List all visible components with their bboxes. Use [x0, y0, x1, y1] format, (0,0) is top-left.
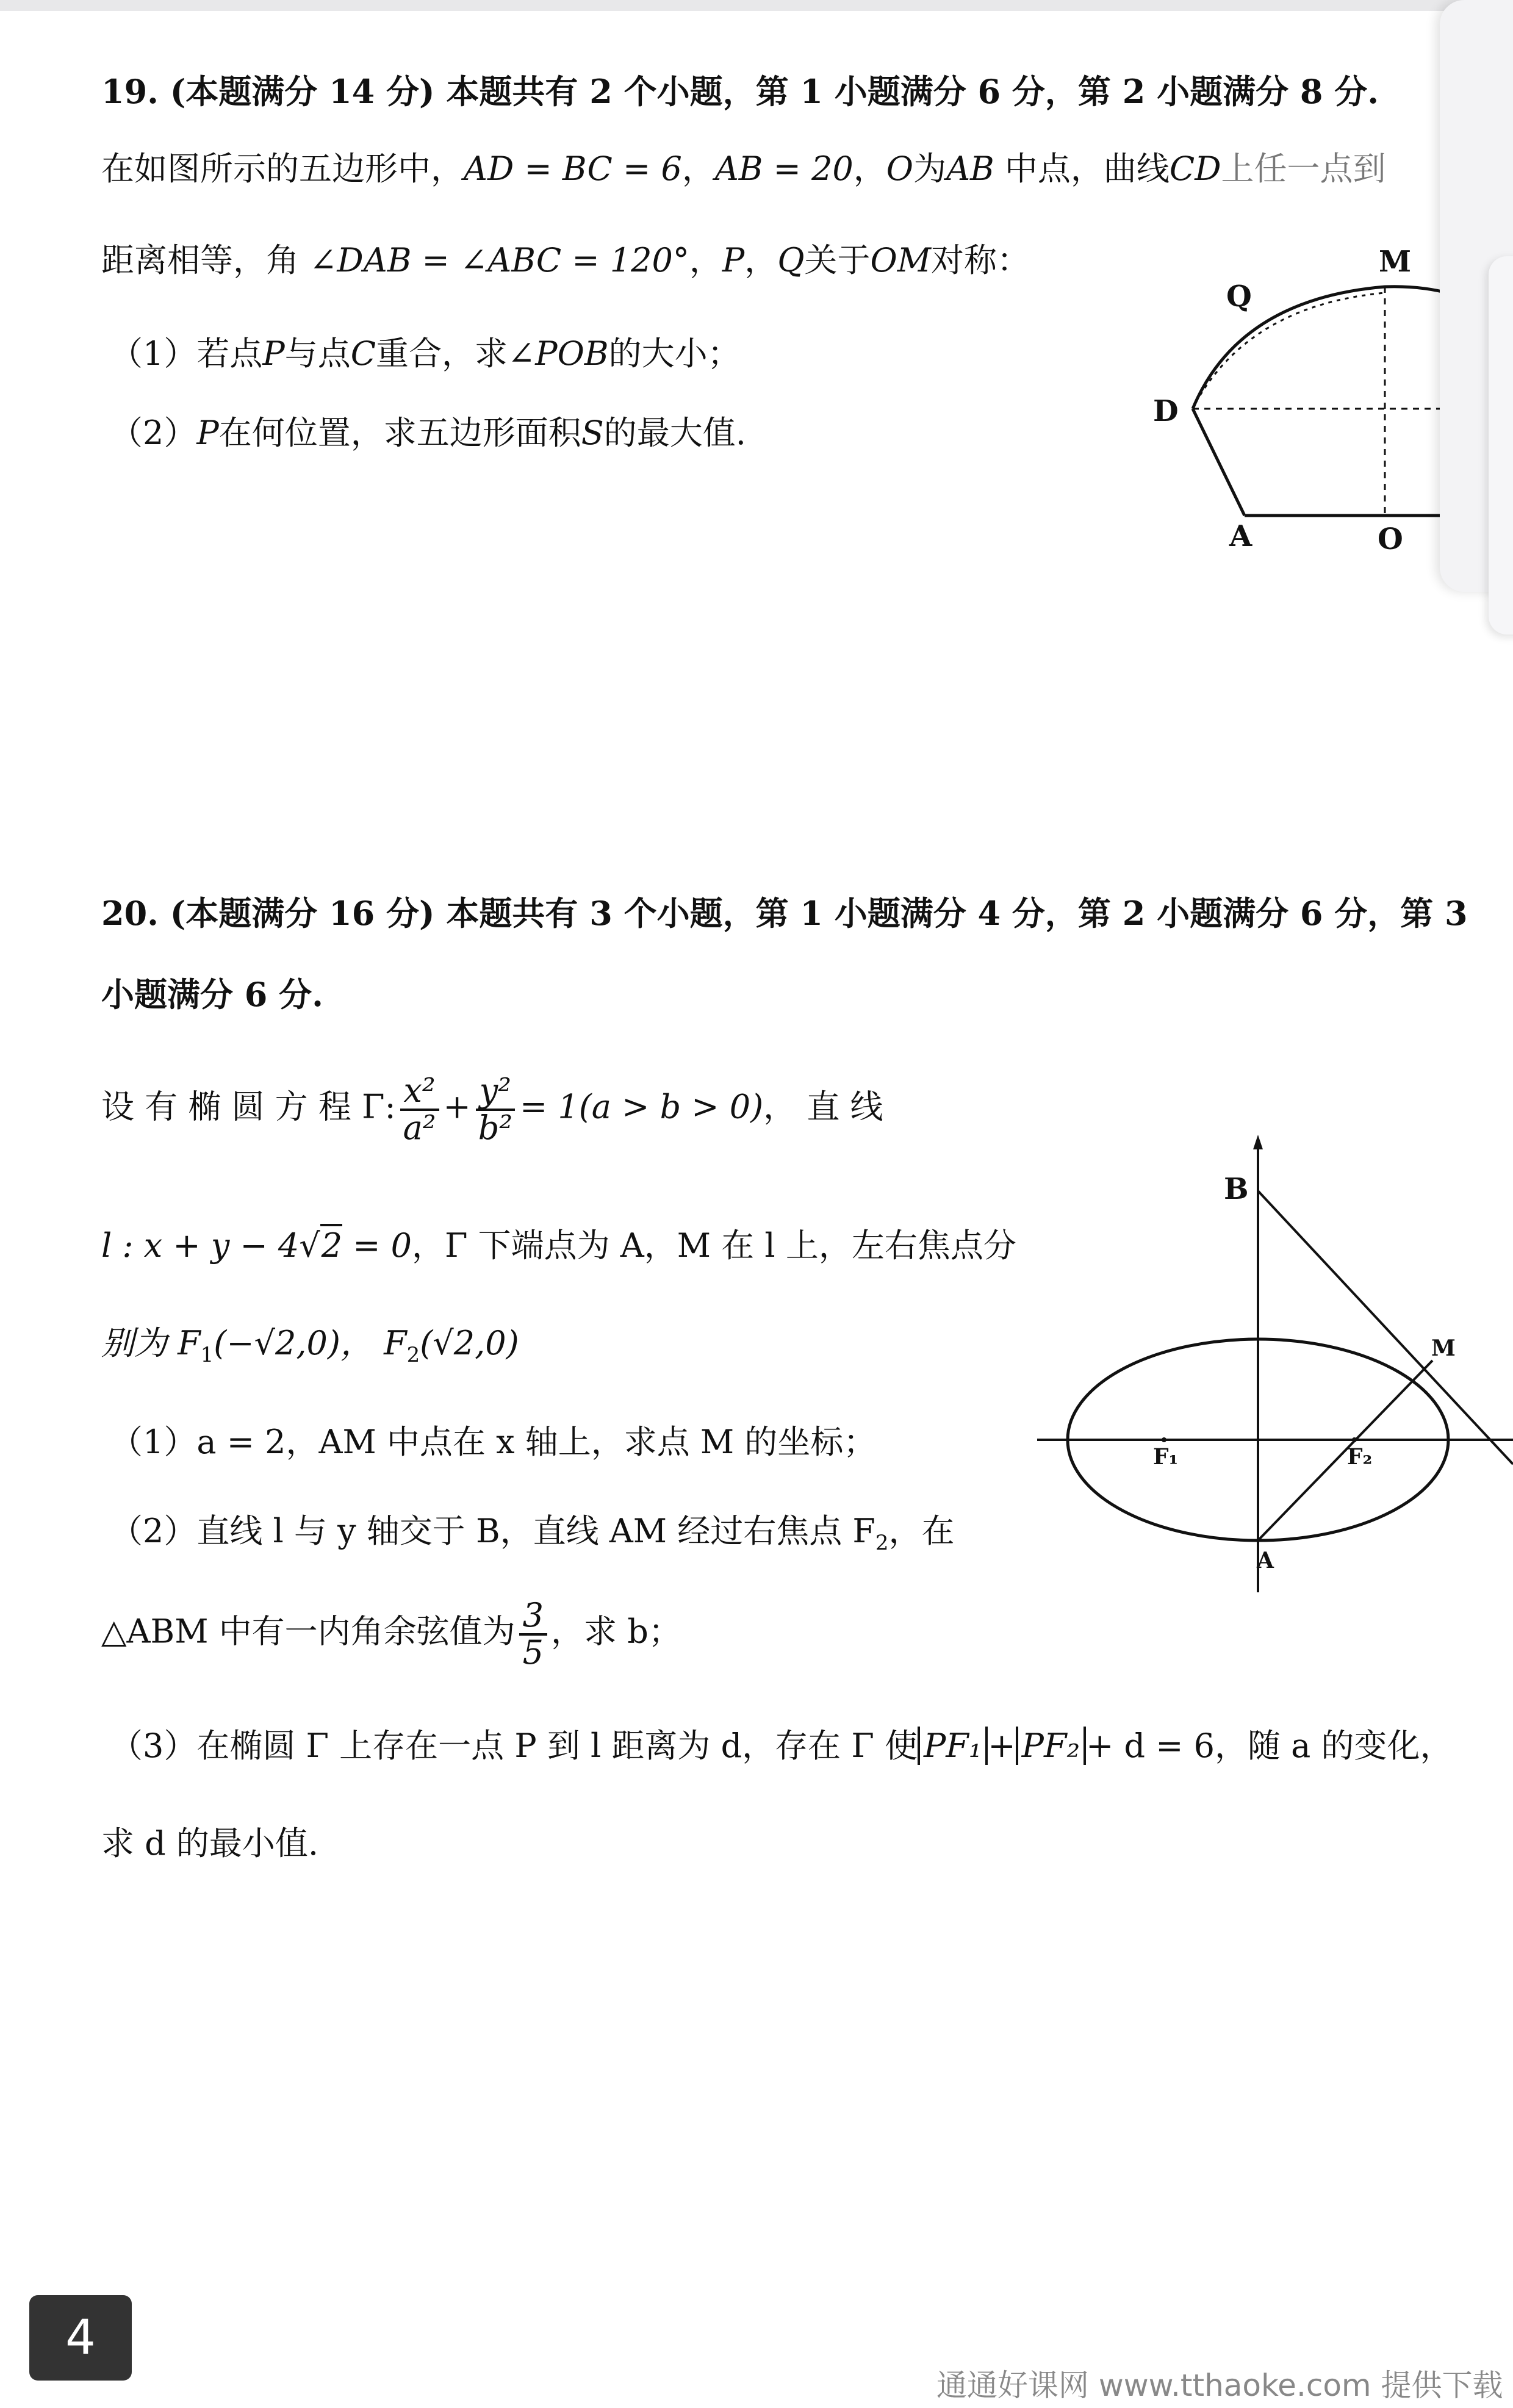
label-a: A — [1229, 519, 1252, 553]
q19-line1-text: 在如图所示的五边形中， — [101, 149, 464, 188]
q19-sub1-text: （1）若点 — [110, 334, 263, 373]
q19-sub1-angle: ∠POB — [508, 334, 609, 373]
focus-f2: (√2,0) — [420, 1324, 519, 1362]
q19-ad-bc: AD = BC = 6 — [464, 149, 682, 188]
ellipse-condition: = 1(a > b > 0) — [519, 1087, 764, 1126]
q19-sub1-text: 与点 — [284, 334, 351, 373]
focus-f1: (−√2,0)， F — [214, 1324, 407, 1362]
page-number-badge: 4 — [29, 2295, 132, 2381]
q19-subquestion-2 — [110, 414, 746, 453]
q19-cd: CD — [1169, 149, 1221, 188]
q19-sub2-p: P — [196, 414, 219, 452]
q19-text: 距离相等，角 — [101, 241, 310, 279]
q20-line-text: ，Γ 下端点为 A，M 在 l 上，左右焦点分 — [411, 1226, 1016, 1265]
fraction-y2-b2 — [475, 1071, 516, 1147]
q19-sub2-text: （2） — [110, 414, 197, 452]
point-f2 — [1352, 1437, 1357, 1442]
label-f1: F₁ — [1153, 1444, 1179, 1470]
q20-header-line2: 小题满分 6 分. — [101, 975, 323, 1014]
line-l-equation-end: = 0 — [342, 1226, 412, 1265]
q20-part-2-line2 — [101, 1598, 681, 1670]
frac-numerator: 3 — [519, 1598, 547, 1636]
q19-sub1-p: P — [262, 334, 285, 373]
q19-ab: AB = 20 — [714, 149, 854, 188]
q19-sep: ， — [853, 149, 886, 188]
q20-intro-text: ， 直 线 — [763, 1087, 883, 1126]
q19-sep: ， — [744, 241, 778, 279]
segment-da — [1193, 409, 1245, 516]
q19-sub2-text: 在何位置，求五边形面积 — [218, 414, 581, 452]
q19-text-faded: 上任一点到 — [1221, 149, 1386, 188]
subscript: 2 — [875, 1530, 889, 1555]
label-o: O — [1378, 522, 1403, 556]
q19-ab-2: AB — [946, 149, 994, 188]
q19-sub2-s: S — [581, 414, 604, 452]
label-b: B — [1224, 1172, 1249, 1206]
line-am — [1258, 1360, 1432, 1540]
q20-foci — [101, 1324, 519, 1368]
plus-sign: + — [443, 1087, 471, 1126]
label-a: A — [1257, 1548, 1274, 1573]
sqrt-two: 2 — [320, 1224, 342, 1265]
frac-denominator: a² — [403, 1108, 436, 1147]
y-axis-arrow-icon — [1253, 1135, 1263, 1149]
q20-intro-text: 设 有 椭 圆 方 程 Γ: — [101, 1087, 396, 1126]
label-f2: F₂ — [1347, 1444, 1373, 1470]
q20-part2-text: （2）直线 l 与 y 轴交于 B，直线 AM 经过右焦点 F — [110, 1512, 875, 1550]
label-m: M — [1431, 1335, 1456, 1361]
q19-text: 对称： — [931, 241, 1030, 279]
abs-pf1: PF₁ — [918, 1727, 988, 1765]
q19-sub2-text: 的最大值. — [603, 414, 746, 452]
point-f1 — [1162, 1437, 1166, 1442]
q20-part3-text: （3）在椭圆 Γ 上存在一点 P 到 l 距离为 d，存在 Γ 使 — [110, 1727, 918, 1765]
q19-line2 — [101, 241, 1030, 281]
q20-part2-text: △ABM 中有一内角余弦值为 — [101, 1612, 516, 1651]
scroll-handle[interactable] — [1489, 256, 1513, 634]
ellipse-figure — [1037, 1135, 1513, 1592]
subscript: 2 — [406, 1342, 420, 1367]
frac-denominator: b² — [478, 1108, 512, 1147]
frac-numerator: y² — [476, 1074, 515, 1111]
q20-part2-text: ，求 b； — [551, 1612, 681, 1651]
frac-numerator: x² — [400, 1074, 439, 1111]
top-bar — [0, 0, 1513, 11]
pentagon-figure — [1135, 238, 1452, 573]
q19-om: OM — [870, 241, 932, 279]
q19-angles: ∠DAB = ∠ABC = 120° — [309, 241, 689, 279]
q20-header-line1: 20. (本题满分 16 分) 本题共有 3 个小题，第 1 小题满分 4 分，第 2 小题满分 6 分，第 3 — [101, 894, 1468, 933]
label-m: M — [1379, 245, 1412, 279]
label-q: Q — [1226, 279, 1252, 314]
q20-part2-text: ，在 — [888, 1512, 955, 1550]
fraction-3-5 — [519, 1598, 547, 1670]
watermark: 通通好课网 www.tthaoke.com 提供下载 — [936, 2368, 1503, 2403]
q20-line-l: l : x + y − 4√2 = 0，Γ 下端点为 A，M 在 l 上，左右焦点分 — [101, 1226, 1016, 1266]
label-d: D — [1153, 394, 1179, 428]
plus-sign: + — [988, 1727, 1016, 1765]
q20-part-2-line1 — [110, 1512, 955, 1556]
q19-sub1-text: 的大小； — [608, 334, 741, 373]
q19-subquestion-1 — [110, 334, 741, 374]
q20-part-3-line1 — [110, 1727, 1453, 1766]
line-l-equation: l : x + y − 4 — [101, 1226, 300, 1265]
q19-header: 19. (本题满分 14 分) 本题共有 2 个小题，第 1 小题满分 6 分，第 2 小题满分 8 分. — [101, 72, 1379, 111]
q19-p: P — [722, 241, 745, 279]
q19-q: Q — [777, 241, 805, 279]
line-l — [1258, 1191, 1513, 1464]
q20-intro — [101, 1071, 883, 1147]
subscript: 1 — [200, 1342, 214, 1367]
q19-line1 — [101, 149, 1386, 189]
q20-part3-text: + d = 6，随 a 的变化， — [1086, 1727, 1453, 1765]
q19-sep: ， — [681, 149, 715, 188]
abs-pf2: PF₂ — [1016, 1727, 1086, 1765]
q20-part-1: （1）a = 2，AM 中点在 x 轴上，求点 M 的坐标； — [110, 1423, 877, 1461]
q19-sub1-c: C — [350, 334, 376, 373]
q19-text: 为 — [913, 149, 947, 188]
q19-text: 中点，曲线 — [994, 149, 1170, 188]
foci-text: 别为 F — [101, 1324, 201, 1362]
fraction-x2-a2 — [400, 1071, 440, 1147]
q20-part-3-line2: 求 d 的最小值. — [101, 1824, 319, 1863]
q19-text: 关于 — [804, 241, 871, 279]
q19-sep: ， — [689, 241, 722, 279]
q19-sub1-text: 重合，求 — [376, 334, 508, 373]
q19-o: O — [886, 149, 914, 188]
frac-denominator: 5 — [522, 1633, 544, 1672]
